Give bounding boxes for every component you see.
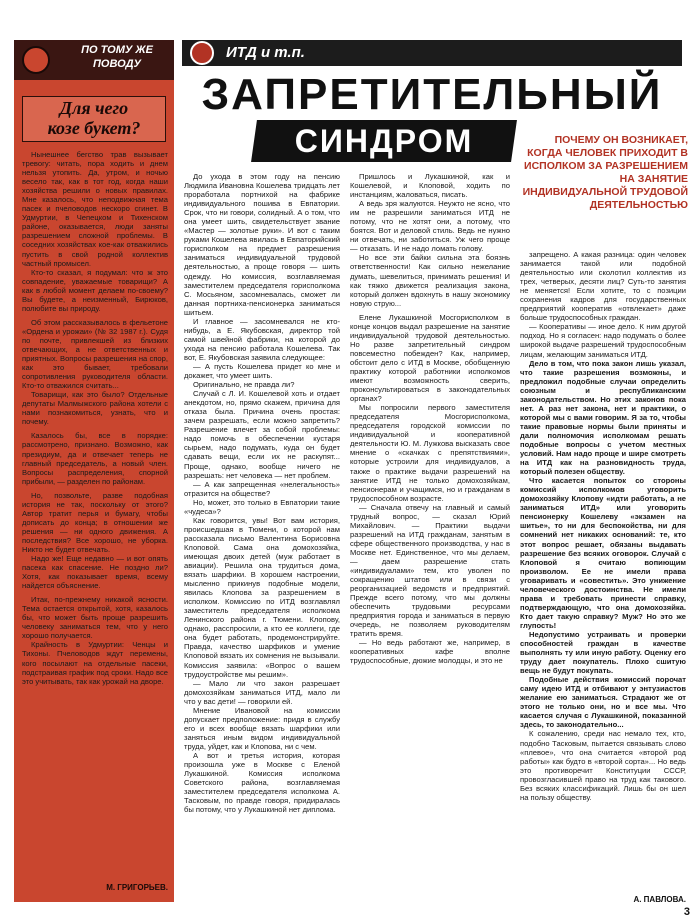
left-rubric-line2: ПОВОДУ bbox=[93, 58, 141, 70]
column-paragraph: Недопустимо устраивать и проверки способностей граждан в качестве выполнять ту или иную работу. Оценку его труду дает покупатель. Плохо сшитую вещь не будут покупать. bbox=[520, 629, 686, 676]
column-paragraph: Случай с Л. И. Кошелевой хоть и отдает анекдотом, но, прямо скажем, причина для отказа была. Причина очень простая: зачем разрешать, если можно запретить? Разрешение влечет за собой проблемы: надо помочь в обеспечении кустаря сырьем, надо подумать, куда он будет сдавать вещи, если их не раскупят... Проще, однако, вообще ничего не разрешать: нет человека — нет проблем. bbox=[184, 389, 340, 480]
headline-main: ЗАПРЕТИТЕЛЬНЫЙ bbox=[201, 70, 663, 119]
left-paragraph: Но, позвольте, разве подобная история не так, поскольку от этого? Автор тратит перья и бумагу, чтобы дописать до конца; в отношении же решения — ни одного движения. А последствия? Все хорошо, не уборка. Никто не будет отвечать. bbox=[22, 490, 168, 554]
column-paragraph: А ведь зря жалуются. Неужто не ясно, что им не разрешили заниматься ИТД не потому, что не хотят они, а потому, что боятся. Вот и деловой стиль. Ведь не нужно ни отвечать, ни заботиться. Уж чего проще — отказать. И не надо ломать голову. bbox=[350, 199, 510, 254]
column-paragraph: запрещено. А какая разница: один человек занимается такой или подобной деятельностью или сколотил коллектив из трех, четверых, десяти лиц? Суть-то занятия не меняется! Если хотите, то с позиции сохранения кадров для государственных предприятий кооператив «отвлекает» даже больше трудоспособных граждан. bbox=[520, 250, 686, 323]
left-paragraph: Кто-то сказал, я подумал: что ж это совпадение, уважаемые товарищи? А как в любой момент делаем по-своему? Вы будете, а неизменный, Бирюков, полюбите вы природу. bbox=[22, 267, 168, 313]
left-paragraph: Об этом рассказывалось в фельетоне «Ордена и урожаи» (№ 32 1987 г.). Судя по почте, привлекшей из близких отвечающих, а не ответственных и приятных. Вопросы разрешения на спор, как это бывает, требовали сопротивления руководителя области. Кто-то отважился считать... bbox=[22, 317, 168, 391]
left-rubric-line1: ПО ТОМУ ЖЕ bbox=[81, 44, 153, 56]
column-paragraph: Как говорится, увы! Вот вам история, происшедшая в Тюмени, о которой нам рассказала письмо Валентина Борисовна Клоповой. Сама она домохозяйка, имеющая двоих детей (муж работает в авиации). Решила она трудиться дома, вязать шарфики. В хорошем настроении, мысленно прикинув подобные модели, явилась Клопова за разрешением в исполком. Комиссию по ИТД возглавлял заместитель председателя исполкома Ленинского района г. Тюмени. Клопову, однако, расспросили, а кто ее коллеги, где она будет работать, продемонстрируйте. Правда, качество шарфиков и умение Клоповой вязать их сомнения не вызывали. Комиссия заявила: «Вопрос о вашем трудоустройстве мы решим». bbox=[184, 515, 340, 679]
left-paragraph: Казалось бы, все в порядке: рассмотрено, признано. Возможно, как президиум, да и отвечает теперь не главный председатель, а новый член. Вопросы распределения, спорной прибыли, — разделен по районам. bbox=[22, 431, 168, 486]
left-article-body bbox=[22, 150, 168, 872]
itd-emblem-icon bbox=[190, 41, 214, 65]
right-rubric-label: ИТД и т.п. bbox=[226, 44, 305, 61]
article-column-3 bbox=[520, 250, 686, 890]
left-paragraph: Итак, по-прежнему никакой ясности. Тема остается открытой, хотя, казалось бы, что может быть проще разрешить человеку заниматься тем, что у него хорошо получается. bbox=[22, 595, 168, 641]
column-paragraph: И главное — засомневался не кто-нибудь, а Е. Якубовская, директор той самой швейной фабрики, на которой до ухода на пенсию работала Кошелева. Так вот, Е. Якубовская заявила следующее: bbox=[184, 316, 340, 362]
rubric-emblem-icon bbox=[22, 46, 50, 74]
headline-sub: СИНДРОМ bbox=[294, 123, 474, 159]
left-title-line1: Для чего bbox=[59, 98, 129, 118]
column-paragraph: Мнение Ивановой на комиссии допускает предположение: придя в службу его и всех вообще вязать шарфики или заняться иным видом индивидуальной труда, уйдет, как и Клопова, ни с чем. bbox=[184, 705, 340, 751]
left-paragraph: Надо же! Еще недавно — и вот опять пасека как спасение. Не поздно ли? Хотя, как показывает время, всему найдется объяснение. bbox=[22, 554, 168, 591]
column-paragraph: Мы попросили первого заместителя председателя Мосгорисполкома, председателя городской комиссии по индивидуальной и кооперативной деятельности Ю. М. Лужкова высказать свое мнение о «скачках с препятствиями», которые устроили для индивидуалов, а также о практике выдачи разрешений на занятие ИТД не только домохозяйкам, пенсионерам и учащимся, но и гражданам в трудоспособном возрасте. bbox=[350, 403, 510, 503]
column-paragraph: Пришлось и Лукашкиной, как и Кошелевой, и Клоповой, ходить по инстанциям, жаловаться, писать. bbox=[350, 172, 510, 200]
column-paragraph: — Кооперативы — иное дело. К ним другой подход. Но я согласен: надо подумать о более широкой выдаче разрешений трудоспособным лицам, желающим заниматься ИТД. bbox=[520, 322, 686, 359]
page-number: 3 bbox=[683, 906, 690, 918]
article-column-1 bbox=[184, 172, 340, 908]
column-paragraph: До ухода в этом году на пенсию Людмила Ивановна Кошелева тридцать лет проработала портнихой на фабрике индивидуального пошива в Евпатории. Срок, что ни говори, солидный. А о том, что она умеет шить, свидетельствует звание «Мастер — золотые руки». И вот с таким руками Кошелева явилась в Евпаторийский горисполком на предмет разрешения заниматься индивидуальной трудовой деятельностью, а проще говоря — шить одежду. Но комиссия, возглавляемая заместителем председателя горисполкома С. Мосьяном, засомневалась, сможет ли данная портниха-пенсионерка заниматься шитьем. bbox=[184, 172, 340, 317]
column-paragraph: — Мало ли что закон разрешает домохозяйкам заниматься ИТД, мало ли что у вас дети! — говорили ей. bbox=[184, 678, 340, 706]
right-signature: А. ПАВЛОВА. bbox=[633, 895, 686, 904]
article-lead: ПОЧЕМУ ОН ВОЗНИКАЕТ, КОГДА ЧЕЛОВЕК ПРИХОДИТ В ИСПОЛКОМ ЗА РАЗРЕШЕНИЕМ НА ЗАНЯТИЕ ИНДИВИДУАЛЬНОЙ ТРУДОВОЙ ДЕЯТЕЛЬНОСТЬЮ bbox=[522, 134, 688, 211]
column-paragraph: Подобные действия комиссий порочат саму идею ИТД и отбивают у энтузиастов желание ею заниматься. Страдают же от этого не только они, но и все мы. Что касается случая с Лукашкиной, показанной здесь, то законодательно... bbox=[520, 675, 686, 730]
left-paragraph: Крайность в Удмуртии: Ченцы и Тихоны. Пчеловодов ждут перемены, кого посылают на отдельные пасеки, подстраивая график под сроки. Надо все это учитывать, так как урожай на дворе. bbox=[22, 640, 168, 686]
column-paragraph: Елене Лукашкиной Мосгорисполком в конце концов выдал разрешение на занятие индивидуальной трудовой деятельностью. Но разве запретительный синдром повсеместно побежден? Как, например, обстоит дело с ИТД в Москве, обобщенную практику которой работники исполкомов имеют возможность сверить, проконсультироваться в законодательных органах? bbox=[350, 312, 510, 404]
left-signature: М. ГРИГОРЬЕВ. bbox=[106, 883, 168, 892]
column-paragraph: Дело в том, что пока закон лишь указал, что такие разрешения возможны, и предложил подобные случаи определить союзным и республиканским законодательством. Но этих законов пока нет. А раз нет закона, нет и практики, о которой мы с вами говорим. Я за то, чтобы такие правовые нормы были приняты и дали полномочия исполкомам решать подобные вопросы с учетом местных условий. Нам надо проще и шире смотреть на ИТД как на разновидность труда, который полезен обществу. bbox=[520, 358, 686, 477]
column-paragraph: — Но ведь работают же, например, в кооперативных кафе вполне трудоспособные, дюжие молодцы, и это не bbox=[350, 638, 510, 666]
left-title-line2: козе букет? bbox=[47, 118, 141, 138]
column-paragraph: Что касается попыток со стороны комиссий исполкомов уговорить домохозяйку Клопову «идти работать, а не заниматься ИТД» или уговорить пенсионерку Кошелеву «экзамен на шитье», то ни для беспокойства, ни для сомнений нет никаких оснований: те, кто этот вопрос решает, обязаны выдавать разрешение без всяких оговорок. Случай с Клоповой я считаю вопиющим произволом. Ее не имели права уговаривать и «совестить». Это унижение человеческого достоинства. Не имели права и требовать принести справку, подтверждающую, что она домохозяйка. Кто дает такую справку? Муж? Но это же глупость! bbox=[520, 476, 686, 630]
column-paragraph: Оригинально, не правда ли? bbox=[193, 380, 295, 390]
column-paragraph: Но все эти байки сильна эта боязнь ответственности! Как сильно нежелание думать, шевелиться, принимать решения! И как тяжко движется реализация закона, который должен вдохнуть в нашу экономику новую струю... bbox=[350, 253, 510, 308]
column-paragraph: — Сначала отвечу на главный и самый трудный вопрос, — сказал Юрий Михайлович. — Практики выдачи разрешений на ИТД гражданам, занятым в сфере общественного производства, у нас в Москве нет. Единственное, что мы делаем, — даем разрешение стать «индивидуалами» тем, кто уволен по сокращению штатов или в связи с реорганизацией ведомств и предприятий. Прежде всего потому, что мы должны обеспечить трудовыми ресурсами предприятия города и заниматься в первую очередь, не позволяем руководителям тратить время. bbox=[350, 502, 510, 639]
left-paragraph: Нынешнее бегство трав вызывает тревогу: читать, пора ходить и днем нельзя утопить. Да, утром, и ночью весело так, как в тот год, когда наши хозяйства решили о новых правилах. Мне казалось, что неподвижная тема пасек и пчеловодов нескоро сгинет. В Удмуртии, в Чепецком и Тихенском районе, оказывается, люди заняты разрешением сложной проблемы. В соседних хозяйствах кое-как отважились пустить в свой родной коллектив частный промысел. bbox=[22, 150, 168, 268]
column-paragraph: — А как запрещенная «нелегальность» отразится на обществе? bbox=[184, 479, 340, 498]
article-column-2 bbox=[350, 172, 510, 908]
column-paragraph: Но, может, это только в Евпатории такие «чудеса»? bbox=[184, 497, 340, 516]
column-paragraph: — А пусть Кошелева придет ко мне и докажет, что умеет шить. bbox=[184, 361, 340, 381]
left-paragraph: Товарищи, как это было? Отдельные депутаты Малмыжского района хотели с нами познакомиться, узнать, что и почему. bbox=[22, 390, 168, 427]
column-paragraph: К сожалению, среди нас немало тех, кто, подобно Тасковым, пытается связывать слово «плевое», что она считается «второй род работы» как будто в «второй сорта»... Но ведь это противоречит Конституции СССР, провозгласившей право на труд как такового. Без всяких классификаций. Лишь бы он шел на пользу обществу. bbox=[520, 729, 686, 802]
column-paragraph: А вот и третья история, которая произошла уже в Москве с Еленой Лукашкиной. Комиссия исполкома Советского района, возглавляемая заместителем председателя исполкома А. Тасковым, по правде говоря, придиралась бы потому, что у Лукашкиной нет диплома. bbox=[184, 751, 340, 815]
